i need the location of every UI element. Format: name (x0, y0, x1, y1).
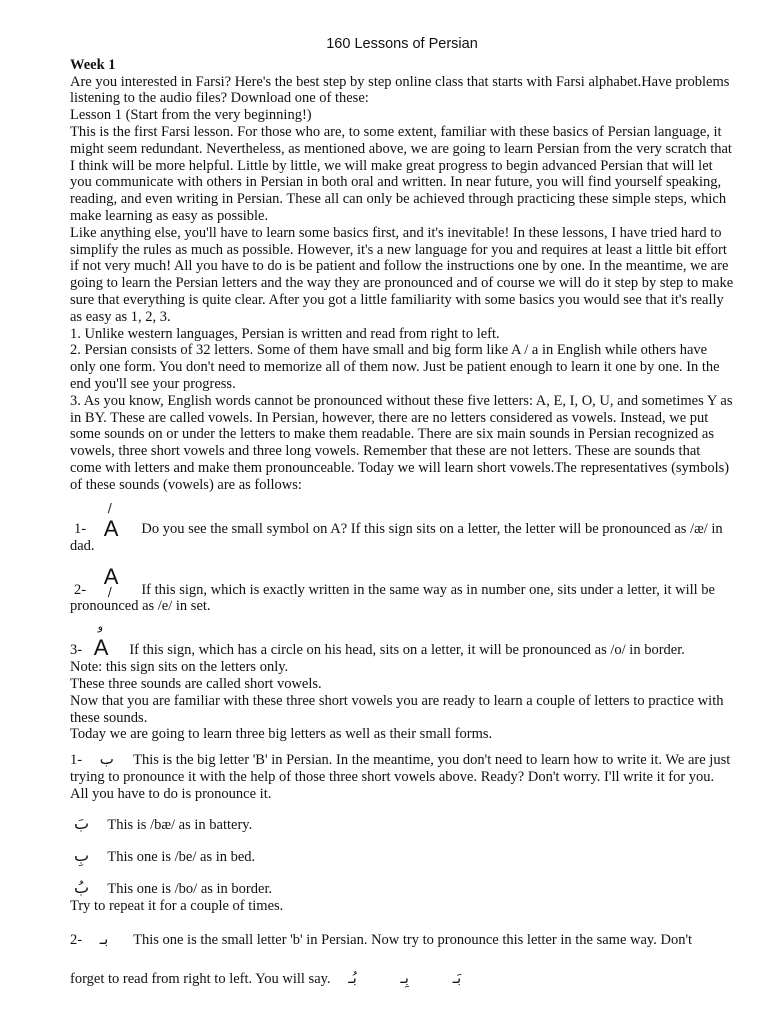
letter-number: 1- (70, 752, 83, 769)
vowel-number: 1- (74, 520, 87, 537)
last-line (70, 970, 734, 988)
document-page (70, 36, 734, 988)
kasra-vowel-icon: A / (103, 564, 119, 600)
vowel-description: If this sign, which has a circle on his head, sits on a letter, it will be pronounced as /o/ in border. (129, 642, 685, 659)
example-text: This one is /be/ as in bed. (107, 849, 256, 866)
note-line: Note: this sign sits on the letters only. (70, 659, 289, 676)
fatha-vowel-icon: / A (103, 500, 119, 541)
damma-vowel-icon: و A (93, 620, 109, 661)
vowel-number: 2- (74, 581, 87, 598)
example-row-2 (70, 848, 734, 866)
persian-ba-glyph: بَ (74, 814, 90, 834)
lesson-heading: Lesson 1 (Start from the very beginning!) (70, 107, 312, 124)
letter-number: 2- (70, 931, 83, 948)
example-row-1 (70, 816, 734, 834)
vowel-item-2 (70, 564, 734, 615)
example-row-3 (70, 880, 734, 898)
persian-small-b-glyph: بـ (99, 929, 109, 948)
last-line-text: forget to read from right to left. You will say. (70, 971, 331, 988)
document-title: 160 Lessons of Persian (326, 36, 478, 52)
rule-3: 3. As you know, English words cannot be pronounced without these five letters: A, E, I, O, U, and sometimes Y as in BY. These are called vowels. In Persian, however, there are no letters considered as vowels. Instead, we put some sounds on or under the letters to make them readable. There are six main sounds in Persian recognized as vowels, three short vowels and three long vowels. Remember that these are not letters. These are sounds that come with letters and make them pronounceable. Today we will learn short vowels.The representatives (symbols) of these sounds (vowels) are as follows: (70, 392, 733, 493)
vowel-item-1 (70, 500, 734, 555)
rule-1: 1. Unlike western languages, Persian is written and read from right to left. (70, 325, 500, 342)
short-vowels-line: These three sounds are called short vowels. (70, 675, 322, 692)
repeat-line: Try to repeat it for a couple of times. (70, 897, 284, 914)
vowel-description: If this sign, which is exactly written in the same way as in number one, sits under a letter, it will be pronounced as /e/ in set. (70, 581, 715, 615)
letter-item-2 (70, 931, 734, 949)
example-text: This is /bæ/ as in battery. (107, 817, 253, 834)
today-line: Today we are going to learn three big letters as well as their small forms. (70, 726, 493, 743)
vowel-number: 3- (70, 642, 83, 659)
week-heading: Week 1 (70, 56, 116, 73)
vowel-item-3 (70, 620, 734, 661)
letter-item-1 (70, 751, 734, 802)
vowel-description: Do you see the small symbol on A? If this sign sits on a letter, the letter will be pronounced as /æ/ in dad. (70, 520, 723, 554)
small-form-ba-glyph: بَـ (452, 969, 462, 988)
letter-description: This is the big letter 'B' in Persian. In the meantime, you don't need to learn how to write it. We are just trying to pronounce it with the help of those three short vowels above. Ready? Don't worry. I'll write it for you. All you have to do is pronounce it. (70, 752, 731, 802)
letter-description: This one is the small letter 'b' in Persian. Now try to pronounce this letter in the same way. Don't (133, 931, 693, 948)
example-text: This one is /bo/ as in border. (107, 881, 273, 898)
intro-paragraph: Are you interested in Farsi? Here's the best step by step online class that starts with Farsi alphabet.Have problems listening to the audio files? Download one of these: (70, 73, 730, 107)
paragraph-1: This is the first Farsi lesson. For those who are, to some extent, familiar with these basics of Persian language, it might seem redundant. Nevertheless, as mentioned above, we are going to learn Persian from the very scratch that I think will be more helpful. Little by little, we will make great progress to begin advanced Persian that will let you communicate with others in Persian in both oral and written. In near future, you will find yourself speaking, reading, and even writing in Persian. These all can only be achieved through practicing these simple steps, which make learning as easy as possible. (70, 123, 732, 224)
familiar-paragraph: Now that you are familiar with these three short vowels you are ready to learn a couple of letters to practice with these sounds. (70, 692, 724, 726)
persian-bo-glyph: بُ (74, 878, 90, 898)
paragraph-2: Like anything else, you'll have to learn some basics first, and it's inevitable! In these lessons, I have tried hard to simplify the rules as much as possible. However, it's a new language for you and requires at least a little bit effort if not very much! All you have to do is be patient and follow the instructions one by one. In the meantime, we are going to learn the Persian letters and the way they are pronounced and of course we will do it step by step to make sure that everything is quite clear. After you got a little familiarity with some basics you would see that it's really as easy as 1, 2, 3. (70, 224, 734, 325)
persian-be-glyph: بِ (74, 846, 90, 866)
persian-b-glyph: ب (99, 750, 114, 769)
small-form-bo-glyph: بُـ (348, 969, 357, 988)
small-form-be-glyph: بِـ (400, 969, 409, 988)
rule-2: 2. Persian consists of 32 letters. Some of them have small and big form like A / a in English while others have only one form. You don't need to memorize all of them now. Just be patient enough to learn it one by one. In the end you'll see your progress. (70, 342, 720, 392)
